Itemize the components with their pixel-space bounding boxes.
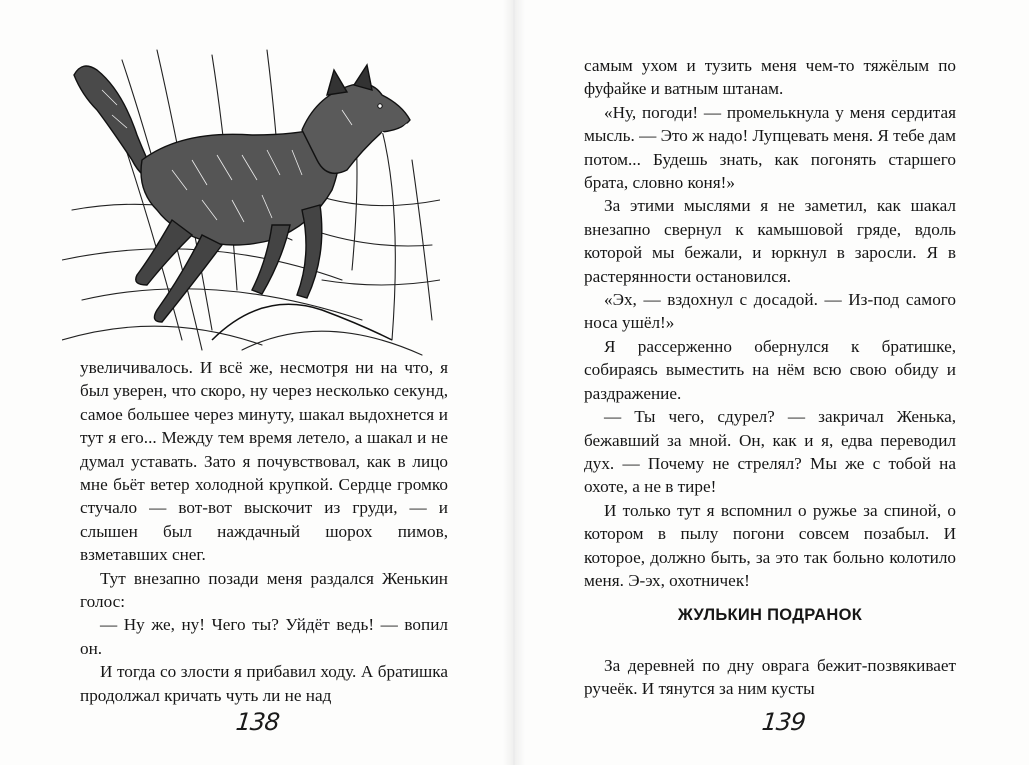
jackal-illustration <box>62 40 440 360</box>
paragraph: — Ну же, ну! Чего ты? Уйдёт ведь! — вопил он. <box>80 615 448 658</box>
page-number: 139 <box>760 708 807 736</box>
paragraph: самым ухом и тузить меня чем-то тяжёлым по фуфайке и ватным штанам. <box>584 56 956 99</box>
paragraph: Тут внезапно позади меня раздался Женькин голос: <box>80 568 448 612</box>
chapter-text-block <box>584 654 956 701</box>
jackal-sketch-icon <box>62 40 440 360</box>
paragraph: И только тут я вспомнил о ружье за спиной, о котором в пылу погони совсем позабыл. И которое, должно быть, за это так больно колотило меня. Э-эх, охотничек! <box>584 500 956 590</box>
paragraph: За этими мыслями я не заметил, как шакал внезапно свернул к камышовой гряде, вдоль которой мы бежали, и юркнул в заросли. Я в растерянности остановился. <box>584 196 956 286</box>
left-page <box>0 0 514 765</box>
paragraph: «Эх, — вздохнул с досадой. — Из-под самого носа ушёл!» <box>584 290 956 333</box>
left-text-block <box>80 356 448 707</box>
paragraph: «Ну, погоди! — промелькнула у меня сердитая мысль. — Это ж надо! Лупцевать меня. Я тебе дам потом... Будешь знать, как погонять старшего брата, словно коня!» <box>584 102 956 193</box>
paragraph: — Ты чего, сдурел? — закричал Женька, бежавший за мной. Он, как и я, едва переводил дух. — Почему не стрелял? Мы же с тобой на охоте, а не в тире! <box>584 407 956 497</box>
right-page <box>514 0 1029 765</box>
paragraph: Я рассерженно обернулся к братишке, собираясь выместить на нём всю свою обиду и раздражение. <box>584 336 956 403</box>
paragraph: увеличивалось. И всё же, несмотря ни на что, я был уверен, что скоро, ну через несколько секунд, самое большее через минуту, шакал выдохнется и тут я его... Между тем время летело, а шакал и не думал уставать. Зато я почувствовал, как в лицо мне бьёт ветер холодной крупкой. Сердце громко стучало — вот-вот выскочит из груди, — и слышен был наждачный шорох пимов, взметавших снег. <box>80 358 448 565</box>
right-text-block <box>584 54 956 592</box>
page-number: 138 <box>234 708 281 736</box>
chapter-title: ЖУЛЬКИН ПОДРАНОК <box>677 606 863 624</box>
paragraph: И тогда со злости я прибавил ходу. А братишка продолжал кричать чуть ли не над <box>80 662 448 705</box>
paragraph: За деревней по дну оврага бежит-позвякивает ручеёк. И тянутся за ним кусты <box>584 656 956 699</box>
